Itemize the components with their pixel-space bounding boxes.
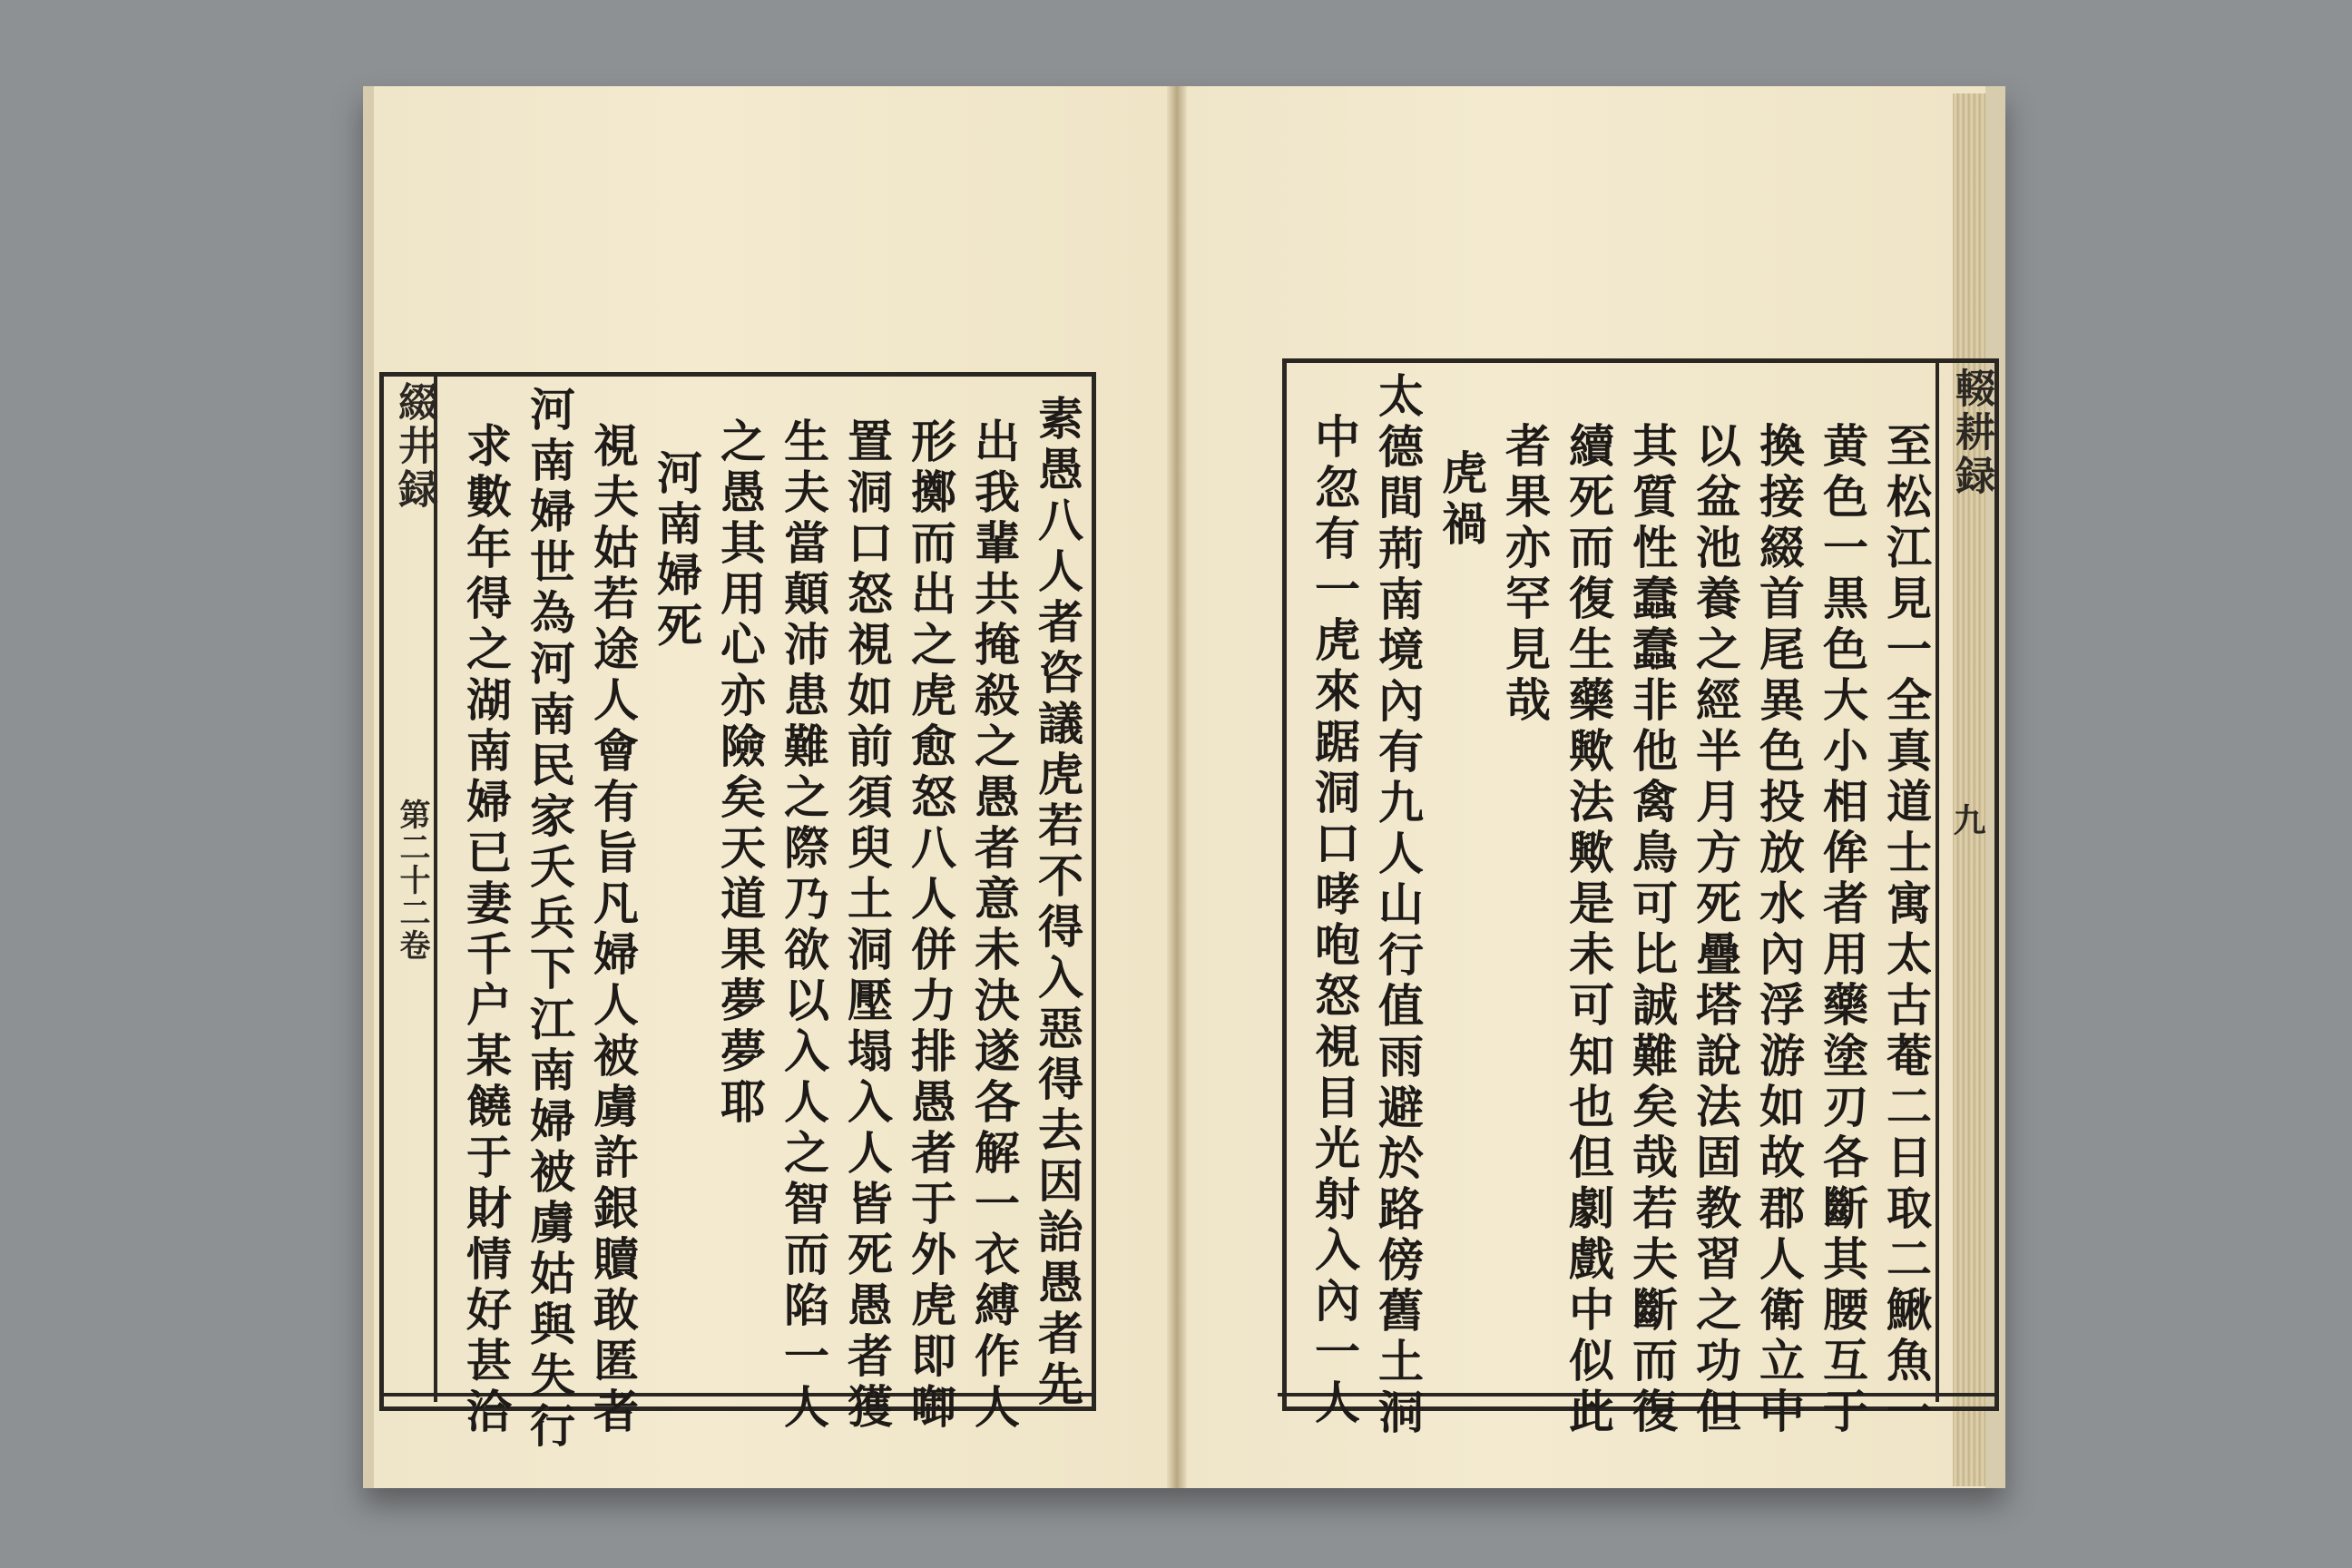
- left-column-6: 生夫當顛沛患難之際乃欲以入人之智而陷一人: [777, 417, 830, 1434]
- left-column-7: 置洞口怒視如前須臾土洞壓塌入人皆死愚者獲: [840, 417, 894, 1434]
- right-column-8: 虎禍: [1435, 449, 1488, 551]
- left-volume-label: 第二十二卷: [394, 799, 430, 962]
- left-column-8: 形擲而出之虎愈怒八人併力排愚者于外虎即啣: [904, 417, 957, 1434]
- left-margin-title: 綴井録: [391, 381, 437, 512]
- left-column-2: 求數年得之湖南婦已妻千户某饒于財情好甚洽: [459, 422, 513, 1438]
- left-column-4: 河南婦死: [650, 449, 703, 652]
- left-column-9: 出我輩共掩殺之愚者意未決遂各解一衣縛作人: [967, 417, 1021, 1434]
- right-column-10: 中忽有一虎來踞洞口哮咆怒視目光射入內一人: [1308, 413, 1361, 1429]
- right-column-7: 者果亦罕見哉: [1498, 422, 1552, 727]
- right-column-3: 換接綴首尾異色投放水內浮游如故郡人衛立中: [1752, 422, 1806, 1438]
- right-column-1: 至松江見一全真道士寓太古菴二日取二鰍魚一: [1879, 422, 1933, 1438]
- right-page-number: 九: [1948, 803, 1986, 836]
- right-margin-title: 輟耕録: [1948, 368, 1994, 498]
- book-spine: [1167, 86, 1187, 1488]
- right-column-5: 其質性蠢蠢非他禽鳥可比誠難矣哉若夫斷而復: [1625, 422, 1679, 1438]
- right-column-2: 黄色一黒色大小相侔者用藥塗刃各斷其腰互于: [1816, 422, 1869, 1438]
- left-column-5: 之愚其用心亦險矣天道果夢夢耶: [713, 417, 767, 1129]
- right-column-4: 以盆池養之經半月方死疊塔說法固教習之功但: [1689, 422, 1742, 1438]
- left-column-3: 視夫姑若途人會有旨凡婦人被虜許銀贖敢匿者: [586, 422, 640, 1438]
- left-column-1: 河南婦世為河南民家夭兵下江南婦被虜姑與失行: [523, 386, 576, 1453]
- right-column-6: 續死而復生藥歟法歟是未可知也但劇戲中似此: [1562, 422, 1615, 1438]
- right-column-9: 太德間荊南境內有九人山行值雨避於路傍舊土洞: [1371, 372, 1425, 1439]
- left-column-10: 素愚八人者咨議虎若不得入惡得去因詒愚者先: [1031, 395, 1084, 1411]
